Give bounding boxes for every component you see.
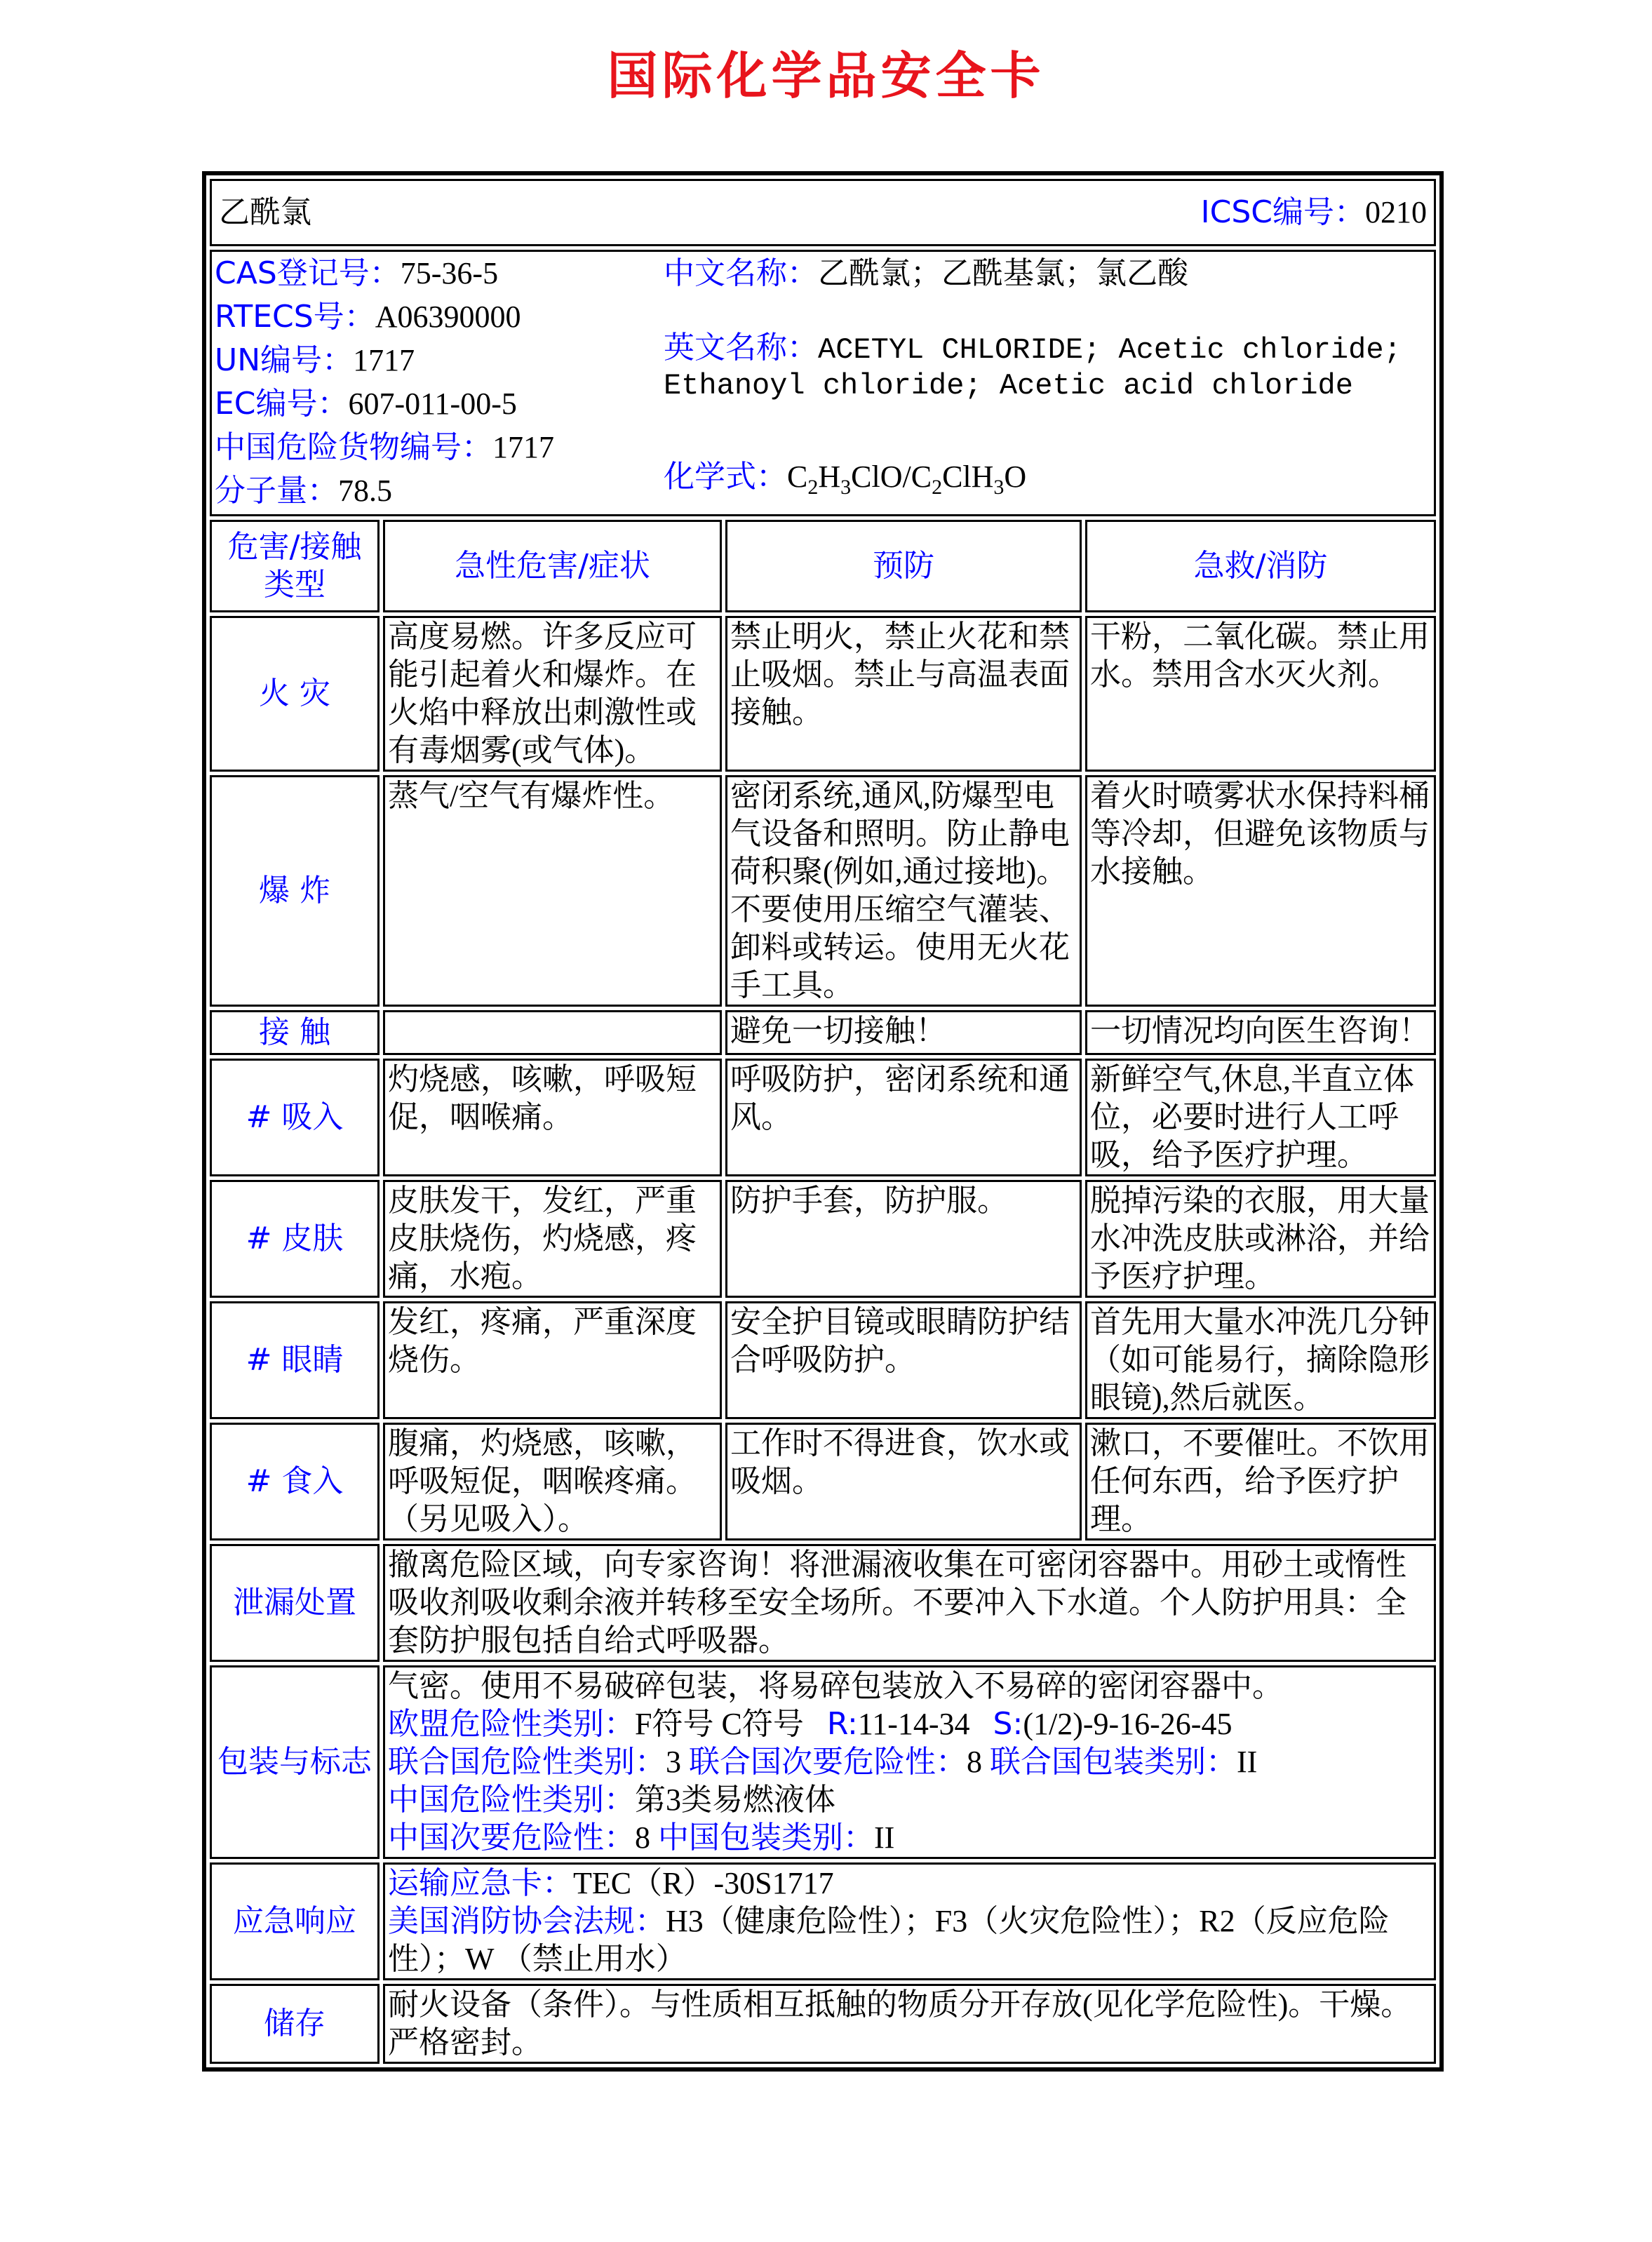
emergency-label: 应急响应 (210, 1862, 380, 1980)
packaging-label: 包装与标志 (210, 1665, 380, 1859)
leak-text: 撤离危险区域，向专家咨询！将泄漏液收集在可密闭容器中。用砂土或惰性吸收剂吸收剩余液并转移至安全场所。不要冲入下水道。个人防护用具：全套防护服包括自给式呼吸器。 (383, 1544, 1436, 1662)
cn-dg-label: 中国危险货物编号： (215, 429, 492, 465)
ec-value: 607-011-00-5 (348, 387, 517, 421)
hazard-aid: 干粉，二氧化碳。禁止用水。禁用含水灭火剂。 (1085, 616, 1436, 772)
cas-label: CAS登记号： (215, 255, 401, 291)
page-title: 国际化学品安全卡 (607, 46, 1045, 105)
mw-value: 78.5 (338, 474, 392, 508)
hazard-row (210, 775, 1436, 1007)
hazard-type: 火 灾 (210, 616, 380, 772)
hazard-type: # 吸入 (210, 1059, 380, 1176)
hazard-aid: 首先用大量水冲洗几分钟（如可能易行，摘除隐形眼镜),然后就医。 (1085, 1301, 1436, 1419)
hazard-type: # 食入 (210, 1423, 380, 1540)
cn-dg-value: 1717 (492, 430, 554, 464)
hazard-aid: 着火时喷雾状水保持料桶等冷却，但避免该物质与水接触。 (1085, 775, 1436, 1007)
hazard-prevention: 禁止明火，禁止火花和禁止吸烟。禁止与高温表面接触。 (725, 616, 1082, 772)
hazard-symptom (383, 1010, 722, 1055)
en-name-line1: ACETYL CHLORIDE; Acetic chloride; (818, 333, 1402, 367)
en-name-label: 英文名称： (664, 330, 818, 365)
hazard-type: # 眼睛 (210, 1301, 380, 1419)
cn-name-label: 中文名称： (664, 255, 818, 291)
hazard-aid: 一切情况均向医生咨询！ (1085, 1010, 1436, 1055)
hazard-row (210, 1059, 1436, 1176)
mw-label: 分子量： (215, 473, 338, 509)
packaging-content: 气密。使用不易破碎包装，将易碎包装放入不易碎的密闭容器中。 欧盟危险性类别：F符号 C符号 R:11-14-34 S:(1/2)-9-16-26-45 联合国危险性类别：3 联合国次要危险性：8 联合国包装类别：II 中国危险性类别：第3类易燃液体 中国次要危险性：8 中国包装类别：II (383, 1665, 1436, 1859)
hazard-row (210, 1180, 1436, 1298)
hazard-prevention: 工作时不得进食，饮水或吸烟。 (725, 1423, 1082, 1540)
un-label: UN编号： (215, 342, 354, 378)
hazard-type: # 皮肤 (210, 1180, 380, 1298)
storage-label: 储存 (210, 1984, 380, 2064)
identifiers (210, 250, 1436, 516)
hazard-symptom: 蒸气/空气有爆炸性。 (383, 775, 722, 1007)
chemical-name: 乙酰氯 (219, 195, 311, 229)
formula-value: $C_2H_3ClO/C_2ClH_3O$ (787, 459, 1027, 499)
hazard-prevention: 避免一切接触！ (725, 1010, 1082, 1055)
card-header (210, 179, 1436, 246)
hazard-prevention: 防护手套，防护服。 (725, 1180, 1082, 1298)
rtecs-value: A06390000 (375, 300, 521, 334)
hazard-symptom: 皮肤发干，发红，严重皮肤烧伤，灼烧感，疼痛，水疱。 (383, 1180, 722, 1298)
column-header-type: 危害/接触类型 (210, 520, 380, 612)
hazard-row (210, 1423, 1436, 1540)
column-header-symptom: 急性危害/症状 (383, 520, 722, 612)
hazard-aid: 漱口，不要催吐。不饮用任何东西，给予医疗护理。 (1085, 1423, 1436, 1540)
cas-value: 75-36-5 (400, 256, 499, 290)
hazard-row (210, 616, 1436, 772)
hazard-aid: 脱掉污染的衣服，用大量水冲洗皮肤或淋浴，并给予医疗护理。 (1085, 1180, 1436, 1298)
column-header-prevention: 预防 (725, 520, 1082, 612)
hazard-type: 接 触 (210, 1010, 380, 1055)
hazard-prevention: 安全护目镜或眼睛防护结合呼吸防护。 (725, 1301, 1082, 1419)
hazard-prevention: 呼吸防护，密闭系统和通风。 (725, 1059, 1082, 1176)
safety-card (202, 171, 1444, 2072)
hazard-row (210, 1010, 1436, 1055)
formula-label: 化学式： (664, 459, 787, 495)
emergency-content: 运输应急卡：TEC（R）-30S1717 美国消防协会法规：H3（健康危险性）；F3（火灾危险性）；R2（反应危险性）；W （禁止用水） (383, 1862, 1436, 1980)
leak-label: 泄漏处置 (210, 1544, 380, 1662)
column-header-aid: 急救/消防 (1085, 520, 1436, 612)
hazard-type: 爆 炸 (210, 775, 380, 1007)
hazard-symptom: 灼烧感，咳嗽，呼吸短促，咽喉痛。 (383, 1059, 722, 1176)
icsc-label: ICSC编号： (1200, 194, 1365, 230)
hazard-row (210, 1301, 1436, 1419)
un-value: 1717 (353, 343, 415, 377)
hazard-symptom: 发红，疼痛，严重深度烧伤。 (383, 1301, 722, 1419)
ec-label: EC编号： (215, 386, 349, 422)
rtecs-label: RTECS号： (215, 299, 375, 335)
hazard-symptom: 高度易燃。许多反应可能引起着火和爆炸。在火焰中释放出刺激性或有毒烟雾(或气体)。 (383, 616, 722, 772)
storage-text: 耐火设备（条件）。与性质相互抵触的物质分开存放(见化学危险性)。干燥。严格密封。 (383, 1984, 1436, 2064)
hazard-prevention: 密闭系统,通风,防爆型电气设备和照明。防止静电荷积聚(例如,通过接地)。不要使用压缩空气灌装、卸料或转运。使用无火花手工具。 (725, 775, 1082, 1007)
hazard-aid: 新鲜空气,休息,半直立体位，必要时进行人工呼吸，给予医疗护理。 (1085, 1059, 1436, 1176)
icsc-number: 0210 (1365, 195, 1427, 229)
hazard-symptom: 腹痛，灼烧感，咳嗽，呼吸短促，咽喉疼痛。（另见吸入）。 (383, 1423, 722, 1540)
cn-name-value: 乙酰氯；乙酰基氯；氯乙酸 (818, 256, 1188, 290)
packaging-text: 气密。使用不易破碎包装，将易碎包装放入不易碎的密闭容器中。 (388, 1669, 1283, 1703)
en-name-line2: Ethanoyl chloride; Acetic acid chloride (664, 369, 1353, 403)
